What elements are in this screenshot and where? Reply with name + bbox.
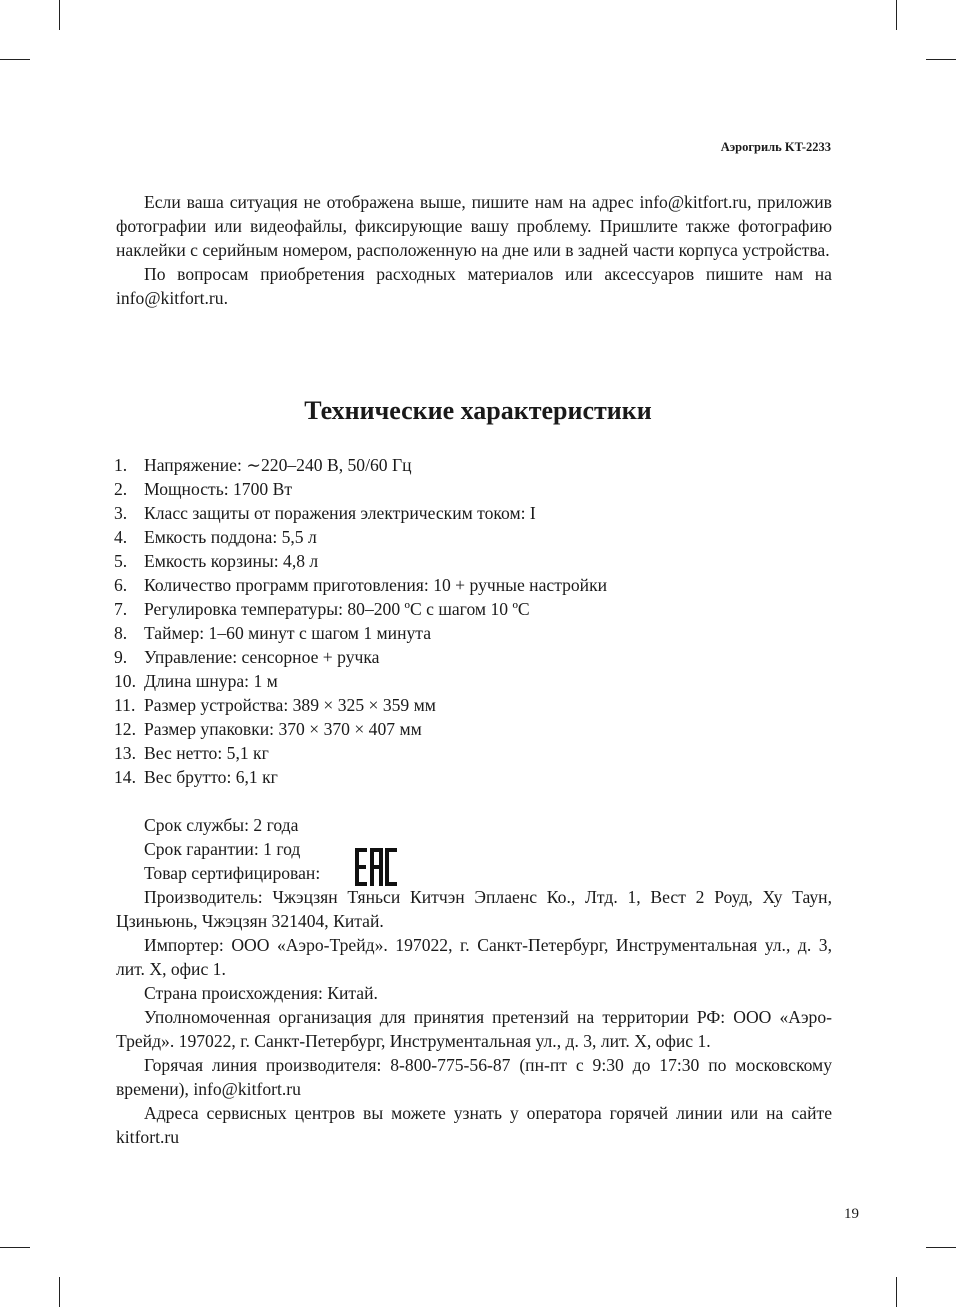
crop-mark-right-bottom bbox=[926, 1247, 956, 1248]
hotline: Горячая линия производителя: 8-800-775-56-87 (пн-пт с 9:30 до 17:30 по московскому времени), info@kitfort.ru bbox=[116, 1055, 832, 1099]
spec-item bbox=[114, 525, 607, 549]
section-title: Технические характеристики bbox=[304, 396, 652, 425]
spec-text: Количество программ приготовления: 10 + ручные настройки bbox=[144, 575, 608, 595]
spec-text: Размер упаковки: 370 × 370 × 407 мм bbox=[144, 719, 422, 739]
spec-number: 14. bbox=[114, 767, 136, 787]
eac-mark-icon bbox=[354, 847, 398, 887]
spec-number: 4. bbox=[114, 527, 128, 547]
running-header: Аэрогриль KT-2233 bbox=[720, 140, 831, 154]
certification-line bbox=[116, 861, 832, 885]
spec-item bbox=[114, 741, 607, 765]
spec-text: Длина шнура: 1 м bbox=[144, 671, 278, 691]
crop-mark-left-bottom bbox=[0, 1247, 30, 1248]
crop-mark-right-top bbox=[926, 59, 956, 60]
spec-text: Управление: сенсорное + ручка bbox=[144, 647, 380, 667]
spec-number: 3. bbox=[114, 503, 128, 523]
crop-mark-top-right bbox=[896, 0, 897, 30]
spec-item bbox=[114, 597, 607, 621]
authorized-organization: Уполномоченная организация для принятия претензий на территории РФ: ООО «Аэро-Трейд». 197022, г. Санкт-Петербург, Инструментальная ул., д. 3, лит. Х, офис 1. bbox=[116, 1007, 832, 1051]
spec-text: Таймер: 1–60 минут с шагом 1 минута bbox=[144, 623, 431, 643]
crop-mark-left-top bbox=[0, 59, 30, 60]
spec-text: Емкость корзины: 4,8 л bbox=[144, 551, 319, 571]
spec-number: 5. bbox=[114, 551, 128, 571]
country-of-origin: Страна происхождения: Китай. bbox=[144, 983, 378, 1003]
crop-mark-top-left bbox=[59, 0, 60, 30]
spec-number: 13. bbox=[114, 743, 136, 763]
specs-list bbox=[114, 453, 607, 789]
spec-text: Мощность: 1700 Вт bbox=[144, 479, 293, 499]
spec-item bbox=[114, 501, 607, 525]
page-number: 19 bbox=[844, 1206, 859, 1222]
spec-number: 9. bbox=[114, 647, 128, 667]
intro-paragraph: По вопросам приобретения расходных материалов или аксессуаров пишите нам на info@kitfort.ru. bbox=[116, 264, 832, 308]
spec-number: 2. bbox=[114, 479, 128, 499]
info-section bbox=[116, 813, 832, 1149]
spec-text: Вес брутто: 6,1 кг bbox=[144, 767, 278, 787]
spec-item bbox=[114, 669, 607, 693]
intro-paragraph: Если ваша ситуация не отображена выше, пишите нам на адрес info@kitfort.ru, приложив фотографии или видеофайлы, фиксирующие вашу проблему. Пришлите также фотографию наклейки с серийным номером, расположенную на дне или в задней части корпуса устройства. bbox=[116, 192, 832, 260]
spec-text: Регулировка температуры: 80–200 ºС с шагом 10 ºС bbox=[144, 599, 530, 619]
spec-item bbox=[114, 765, 607, 789]
service-centers: Адреса сервисных центров вы можете узнать у оператора горячей линии или на сайте kitfort.ru bbox=[116, 1103, 832, 1147]
warranty: Срок гарантии: 1 год bbox=[144, 839, 301, 859]
spec-item bbox=[114, 645, 607, 669]
importer: Импортер: ООО «Аэро-Трейд». 197022, г. Санкт-Петербург, Инструментальная ул., д. 3, лит. Х, офис 1. bbox=[116, 935, 832, 979]
intro-section bbox=[116, 190, 832, 310]
spec-number: 8. bbox=[114, 623, 128, 643]
spec-text: Напряжение: ∼220–240 В, 50/60 Гц bbox=[144, 455, 412, 475]
spec-item bbox=[114, 621, 607, 645]
spec-item bbox=[114, 453, 607, 477]
spec-item bbox=[114, 717, 607, 741]
service-life: Срок службы: 2 года bbox=[144, 815, 299, 835]
crop-mark-bottom-right bbox=[896, 1277, 897, 1307]
spec-number: 12. bbox=[114, 719, 136, 739]
spec-text: Размер устройства: 389 × 325 × 359 мм bbox=[144, 695, 436, 715]
spec-item bbox=[114, 573, 607, 597]
spec-item bbox=[114, 693, 607, 717]
spec-number: 1. bbox=[114, 455, 128, 475]
spec-text: Вес нетто: 5,1 кг bbox=[144, 743, 269, 763]
spec-number: 6. bbox=[114, 575, 128, 595]
crop-mark-bottom-left bbox=[59, 1277, 60, 1307]
spec-item bbox=[114, 477, 607, 501]
spec-number: 10. bbox=[114, 671, 136, 691]
spec-text: Класс защиты от поражения электрическим током: I bbox=[144, 503, 536, 523]
manufacturer: Производитель: Чжэцзян Тяньси Китчэн Эплаенс Ко., Лтд. 1, Вест 2 Роуд, Ху Таун, Цзиньюнь, Чжэцзян 321404, Китай. bbox=[116, 887, 832, 931]
spec-number: 7. bbox=[114, 599, 128, 619]
spec-number: 11. bbox=[114, 695, 136, 715]
spec-text: Емкость поддона: 5,5 л bbox=[144, 527, 317, 547]
certified-label: Товар сертифицирован: bbox=[144, 863, 321, 883]
spec-item bbox=[114, 549, 607, 573]
